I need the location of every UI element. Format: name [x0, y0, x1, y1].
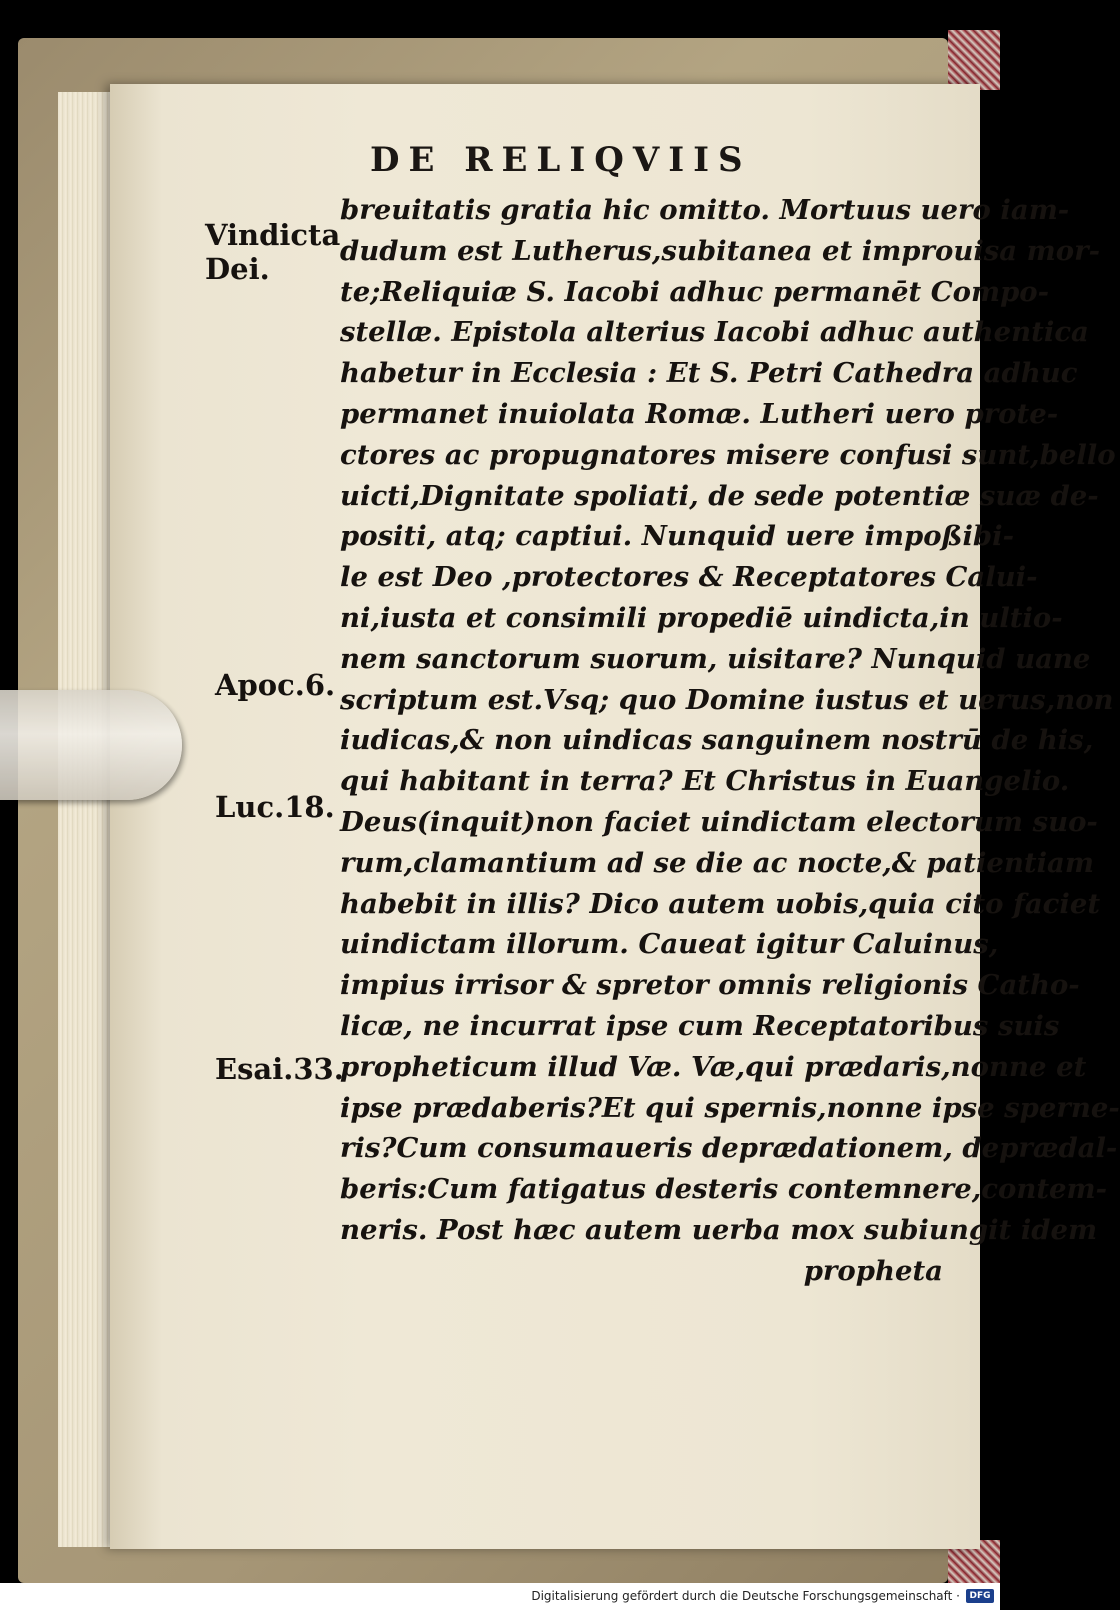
text-line: ni,iusta et consimili propediē uindicta,in ultio- — [340, 601, 1063, 634]
margin-note-esai: Esai.33. — [215, 1052, 344, 1086]
text-line: scriptum est.Vsq; quo Domine iustus et uerus,non — [340, 683, 1114, 716]
page-stack-edge — [58, 92, 118, 1547]
margin-note-vindicta: Vindicta Dei. — [205, 218, 341, 286]
text-line: ris?Cum consumaueris deprædationem, deprædal- — [340, 1132, 1118, 1165]
main-text-block — [340, 190, 1120, 1292]
text-line: qui habitant in terra? Et Christus in Euangelio. — [340, 765, 1070, 798]
running-header: DE RELIQVIIS — [370, 140, 752, 180]
text-line: propheticum illud Væ. Væ,qui prædaris,nonne et — [340, 1050, 1087, 1083]
text-line: Deus(inquit)non faciet uindictam electorum suo- — [340, 805, 1098, 838]
footer-bar — [0, 1583, 1000, 1610]
text-line: ctores ac propugnatores misere confusi sunt,bello — [340, 438, 1116, 471]
text-line: dudum est Lutherus,subitanea et improuisa mor- — [340, 234, 1101, 267]
catchword: propheta — [803, 1254, 943, 1287]
text-line: stellæ. Epistola alterius Iacobi adhuc authentica — [340, 316, 1089, 349]
text-line: licæ, ne incurrat ipse cum Receptatoribus suis — [340, 1009, 1060, 1042]
text-line: habebit in illis? Dico autem uobis,quia cito faciet — [340, 887, 1101, 920]
dfg-logo: DFG — [966, 1589, 994, 1603]
footer-credit: Digitalisierung gefördert durch die Deutsche Forschungsgemeinschaft · — [531, 1589, 960, 1603]
text-line: iudicas,& non uindicas sanguinem nostrū de his, — [340, 724, 1094, 757]
text-line: impius irrisor & spretor omnis religionis Catho- — [340, 969, 1080, 1002]
text-line: beris:Cum fatigatus desteris contemnere,contem- — [340, 1173, 1108, 1206]
text-line: positi, atq; captiui. Nunquid uere impoßibi- — [340, 520, 1014, 553]
text-line: permanet inuiolata Romæ. Lutheri uero prote- — [340, 397, 1059, 430]
text-line: breuitatis gratia hic omitto. Mortuus uero iam- — [340, 194, 1070, 226]
text-line: te;Reliquiæ S. Iacobi adhuc permanēt Compo- — [340, 275, 1050, 308]
margin-note-luc: Luc.18. — [215, 790, 335, 824]
margin-note-apoc: Apoc.6. — [215, 668, 336, 702]
text-line: habetur in Ecclesia : Et S. Petri Cathedra adhuc — [340, 357, 1078, 390]
text-line: nem sanctorum suorum, uisitare? Nunquid uane — [340, 642, 1091, 675]
bookmark-ribbon-top — [948, 30, 1000, 90]
text-line: uindictam illorum. Caueat igitur Caluinus, — [340, 928, 999, 961]
text-line: uicti,Dignitate spoliati, de sede potentiæ suæ de- — [340, 479, 1099, 512]
page-clip-holder — [0, 690, 182, 800]
text-line: ipse prædaberis?Et qui spernis,nonne ipse sperne- — [340, 1091, 1120, 1124]
text-line: neris. Post hæc autem uerba mox subiungit idem — [340, 1213, 1098, 1246]
text-line: rum,clamantium ad se die ac nocte,& patientiam — [340, 846, 1094, 879]
text-line: le est Deo ,protectores & Receptatores Calui- — [340, 561, 1038, 594]
